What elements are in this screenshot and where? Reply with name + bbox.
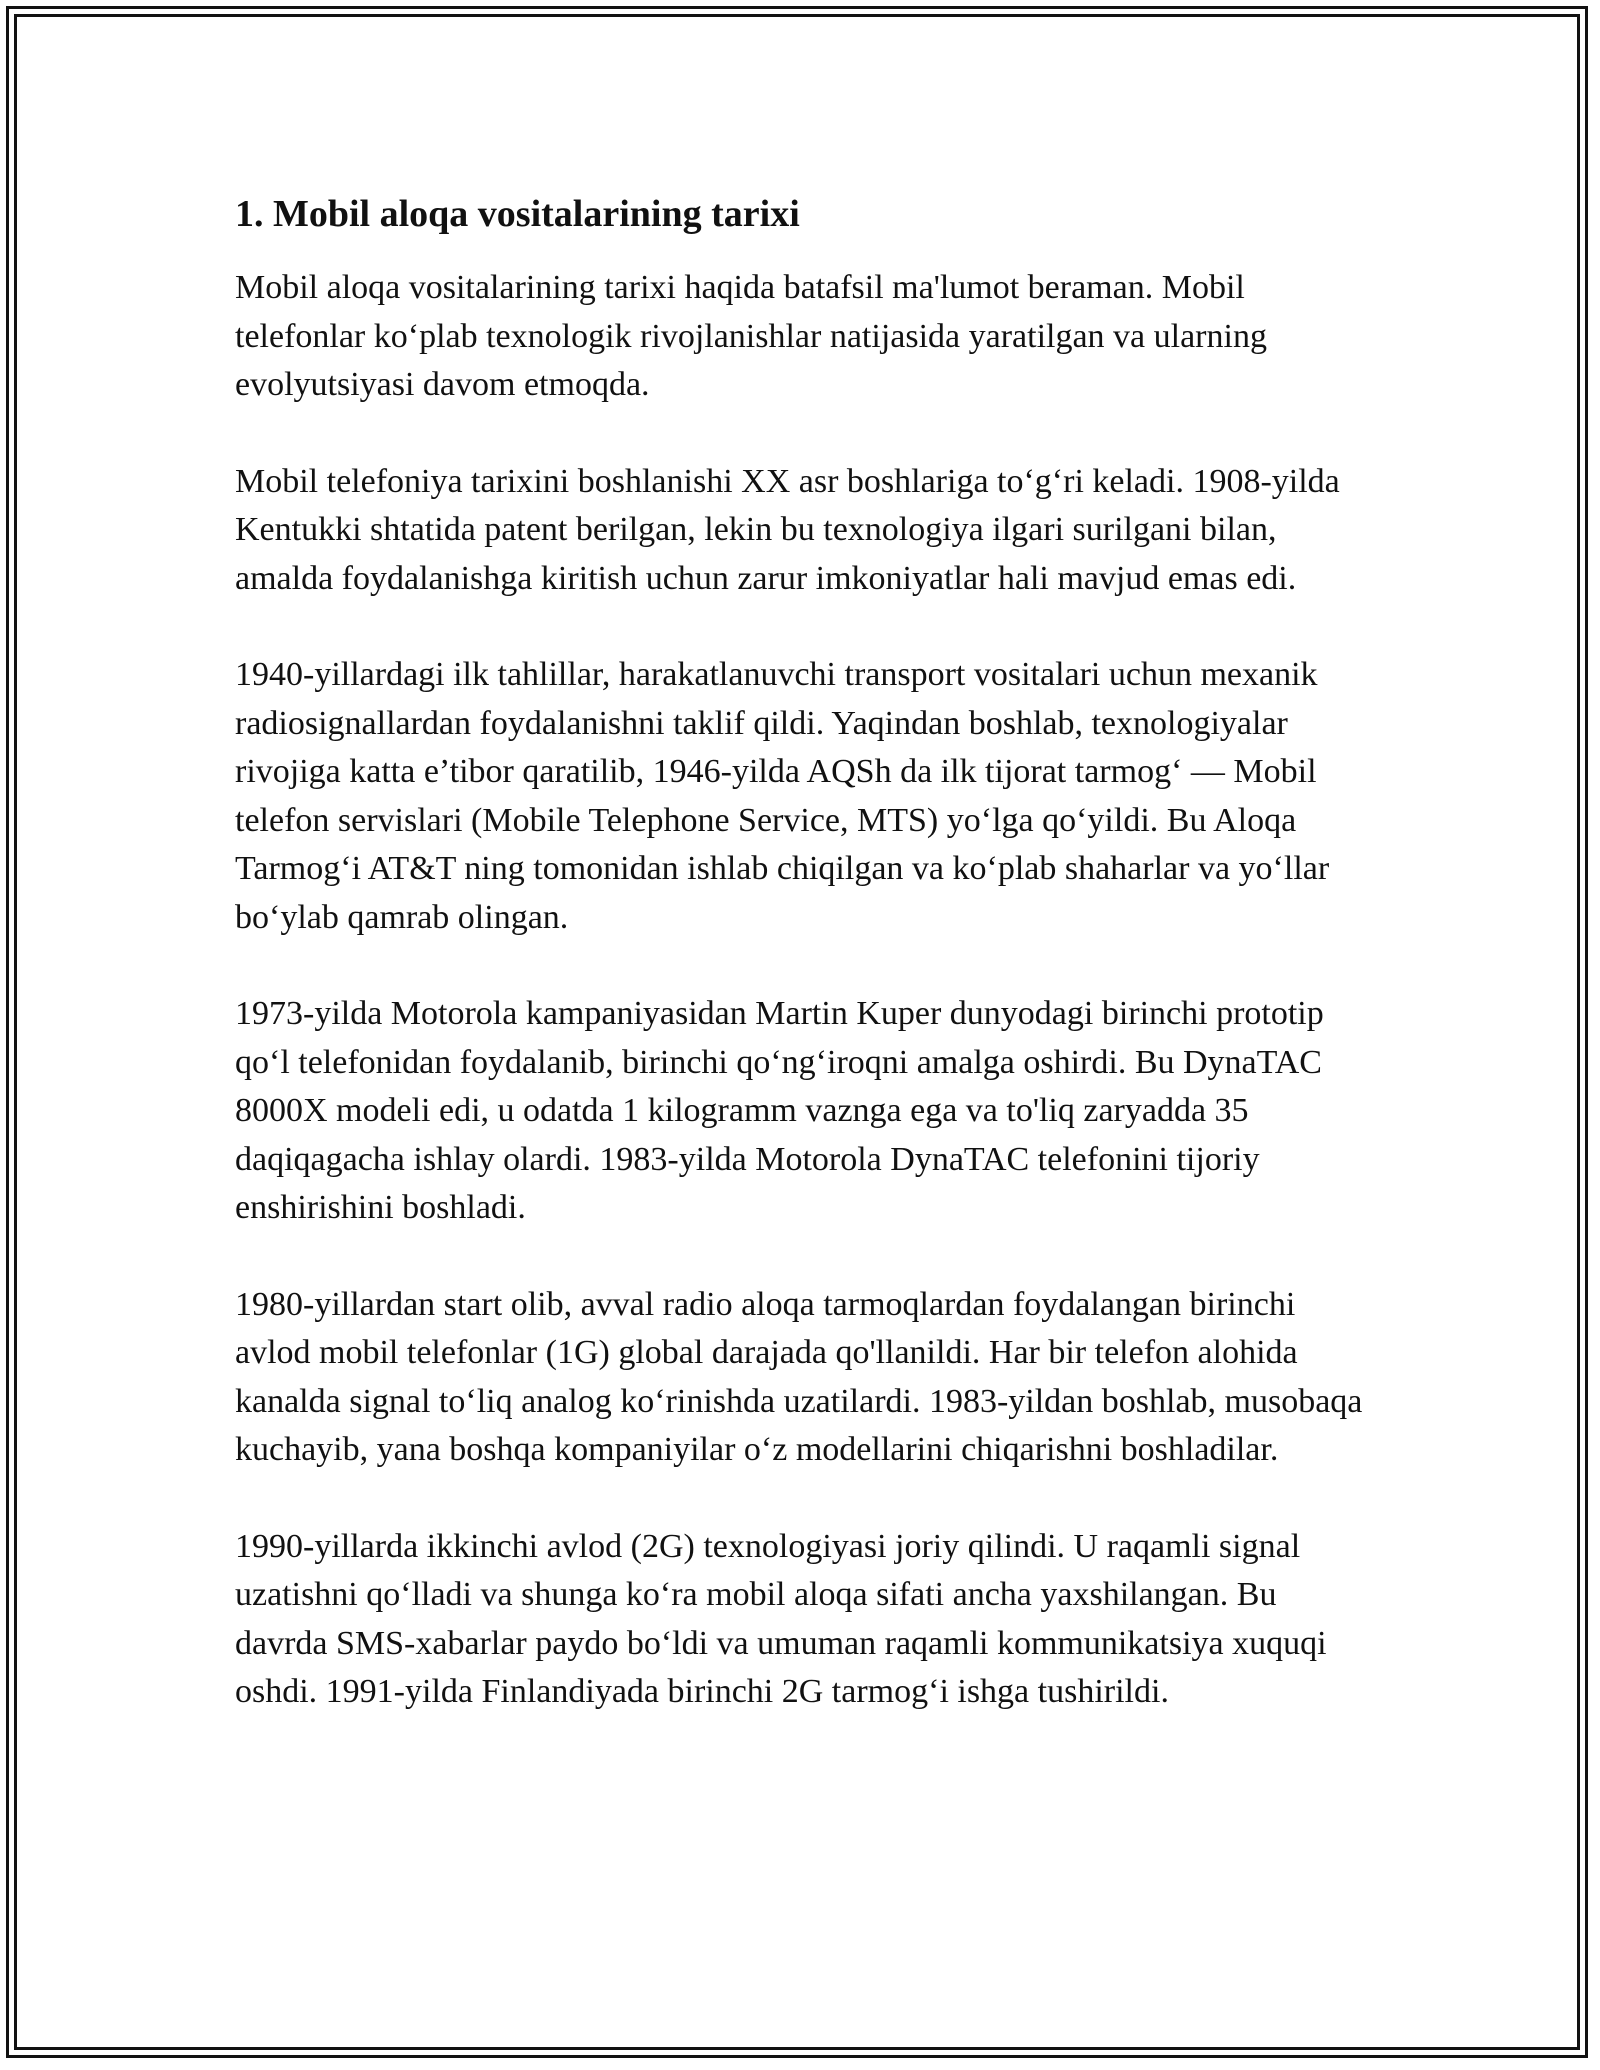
paragraph-intro: Mobil aloqa vositalarining tarixi haqida batafsil ma'lumot beraman. Mobil telefonlar ko‘plab texnologik rivojlanishlar natijasida yaratilgan va ularning evolyutsiyasi davom etmoqda. — [235, 269, 1267, 403]
paragraph-beginnings: Mobil telefoniya tarixini boshlanishi XX asr boshlariga to‘g‘ri keladi. 1908-yilda Kentukki shtatida patent berilgan, lekin bu texnologiya ilgari surilgani bilan, amalda foydalanishga kiritish uchun zarur imkoniyatlar hali mavjud emas edi. — [235, 462, 1340, 597]
section-title: 1. Mobil aloqa vositalarining tarixi — [235, 193, 800, 235]
paragraph-1973: 1973-yilda Motorola kampaniyasidan Martin Kuper dunyodagi birinchi prototip qo‘l telefonidan foydalanib, birinchi qo‘ng‘iroqni amalga oshirdi. Bu DynaTAC 8000X modeli edi, u odatda 1 kilogramm vaznga ega va to'liq zaryadda 35 daqiqagacha ishlay olardi. 1983-yilda Motorola DynaTAC telefonini tijoriy enshirishini boshladi. — [235, 995, 1324, 1226]
paragraph-1940s: 1940-yillardagi ilk tahlillar, harakatlanuvchi transport vositalari uchun mexanik radiosignallardan foydalanishni taklif qildi. Yaqindan boshlab, texnologiyalar rivojiga katta e’tibor qaratilib, 1946-yilda AQSh da ilk tijorat tarmog‘ — Mobil telefon servislari (Mobile Telephone Service, MTS) yo‘lga qo‘yildi. Bu Aloqa Tarmog‘i AT&T ning tomonidan ishlab chiqilgan va ko‘plab shaharlar va yo‘llar bo‘ylab qamrab olingan. — [235, 656, 1330, 936]
paragraph-1990s: 1990-yillarda ikkinchi avlod (2G) texnologiyasi joriy qilindi. U raqamli signal uzatishni qo‘lladi va shunga ko‘ra mobil aloqa sifati ancha yaxshilangan. Bu davrda SMS-xabarlar paydo bo‘ldi va umuman raqamli kommunikatsiya xuquqi oshdi. 1991-yilda Finlandiyada birinchi 2G tarmog‘i ishga tushirildi. — [235, 1527, 1327, 1710]
paragraph-1980s: 1980-yillardan start olib, avval radio aloqa tarmoqlardan foydalangan birinchi avlod mobil telefonlar (1G) global darajada qo'llanildi. Har bir telefon alohida kanalda signal to‘liq analog ko‘rinishda uzatilardi. 1983-yildan boshlab, musobaqa kuchayib, yana boshqa kompaniyilar o‘z modellarini chiqarishni boshladilar. — [235, 1285, 1363, 1468]
document-body — [235, 188, 1375, 1765]
